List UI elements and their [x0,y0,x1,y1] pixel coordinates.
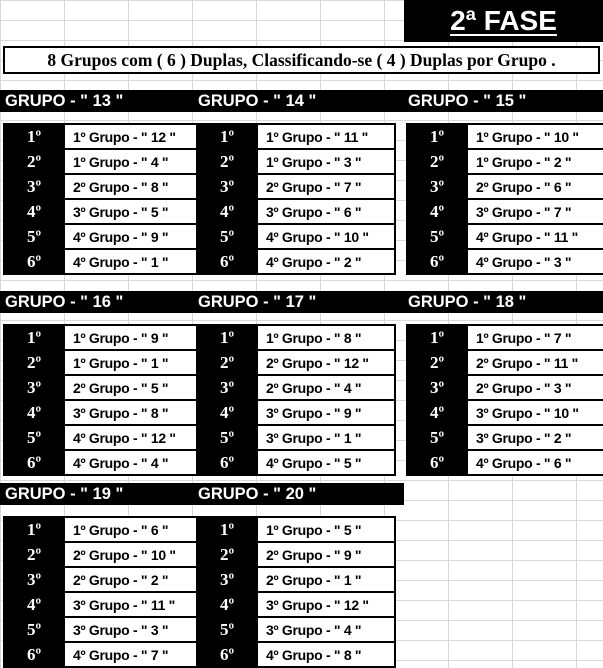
team-cell: 3º Grupo - " 9 " [257,400,395,425]
table-row [197,249,395,274]
position-cell: 1º [4,517,64,542]
table-row [197,450,395,475]
table-row [197,174,395,199]
group-rows [196,516,396,668]
team-cell: 1º Grupo - " 5 " [257,517,395,542]
position-cell: 2º [407,350,467,375]
table-row [4,375,202,400]
table-row [4,224,202,249]
table-row [407,199,603,224]
team-cell: 1º Grupo - " 6 " [64,517,202,542]
table-row [4,249,202,274]
table-row [197,567,395,592]
table-row [4,517,202,542]
table-row [407,450,603,475]
group-rows [196,123,396,275]
position-cell: 3º [197,567,257,592]
group-title: GRUPO - " 16 " [3,291,203,313]
table-row [4,617,202,642]
group-title: GRUPO - " 20 " [196,483,396,505]
position-cell: 2º [4,542,64,567]
phase-description: 8 Grupos com ( 6 ) Duplas, Classificando-se ( 4 ) Duplas por Grupo . [3,46,600,74]
table-row [4,124,202,149]
position-cell: 1º [407,124,467,149]
team-cell: 2º Grupo - " 3 " [467,375,603,400]
team-cell: 4º Grupo - " 9 " [64,224,202,249]
team-cell: 1º Grupo - " 8 " [257,325,395,350]
position-cell: 1º [197,325,257,350]
table-row [197,124,395,149]
position-cell: 2º [197,149,257,174]
table-row [407,149,603,174]
team-cell: 2º Grupo - " 1 " [257,567,395,592]
table-row [407,124,603,149]
table-row [4,542,202,567]
position-cell: 4º [197,592,257,617]
team-cell: 4º Grupo - " 11 " [467,224,603,249]
table-row [197,592,395,617]
table-row [4,642,202,667]
table-row [197,517,395,542]
position-cell: 3º [4,174,64,199]
position-cell: 5º [4,617,64,642]
team-cell: 1º Grupo - " 9 " [64,325,202,350]
table-row [407,375,603,400]
team-cell: 1º Grupo - " 3 " [257,149,395,174]
team-cell: 4º Grupo - " 4 " [64,450,202,475]
team-cell: 4º Grupo - " 1 " [64,249,202,274]
position-cell: 3º [197,375,257,400]
table-row [4,199,202,224]
table-row [4,325,202,350]
position-cell: 6º [197,249,257,274]
team-cell: 3º Grupo - " 2 " [467,425,603,450]
team-cell: 4º Grupo - " 8 " [257,642,395,667]
team-cell: 3º Grupo - " 10 " [467,400,603,425]
position-cell: 4º [407,199,467,224]
team-cell: 1º Grupo - " 4 " [64,149,202,174]
table-row [4,567,202,592]
team-cell: 2º Grupo - " 2 " [64,567,202,592]
position-cell: 1º [4,325,64,350]
table-row [4,174,202,199]
team-cell: 2º Grupo - " 8 " [64,174,202,199]
position-cell: 4º [4,592,64,617]
group-table [196,90,396,275]
team-cell: 2º Grupo - " 12 " [257,350,395,375]
team-cell: 1º Grupo - " 2 " [467,149,603,174]
table-row [407,425,603,450]
table-row [197,542,395,567]
position-cell: 4º [4,400,64,425]
table-row [197,325,395,350]
position-cell: 3º [407,174,467,199]
table-row [197,425,395,450]
group-rows [406,324,603,476]
team-cell: 1º Grupo - " 10 " [467,124,603,149]
table-row [4,425,202,450]
team-cell: 3º Grupo - " 6 " [257,199,395,224]
position-cell: 4º [407,400,467,425]
team-cell: 3º Grupo - " 4 " [257,617,395,642]
phase-title-banner [404,0,603,42]
team-cell: 1º Grupo - " 7 " [467,325,603,350]
position-cell: 6º [197,642,257,667]
position-cell: 5º [4,425,64,450]
team-cell: 3º Grupo - " 5 " [64,199,202,224]
position-cell: 1º [197,517,257,542]
table-row [407,249,603,274]
team-cell: 2º Grupo - " 4 " [257,375,395,400]
team-cell: 3º Grupo - " 12 " [257,592,395,617]
table-row [197,400,395,425]
group-title: GRUPO - " 13 " [3,90,203,112]
table-row [197,350,395,375]
table-row [4,592,202,617]
position-cell: 3º [197,174,257,199]
team-cell: 2º Grupo - " 6 " [467,174,603,199]
group-title: GRUPO - " 15 " [406,90,603,112]
team-cell: 4º Grupo - " 6 " [467,450,603,475]
team-cell: 4º Grupo - " 2 " [257,249,395,274]
team-cell: 1º Grupo - " 11 " [257,124,395,149]
table-row [4,149,202,174]
position-cell: 2º [197,350,257,375]
position-cell: 4º [4,199,64,224]
group-table [406,90,603,275]
team-cell: 4º Grupo - " 3 " [467,249,603,274]
table-row [197,149,395,174]
phase-title: 2ª FASE [450,5,557,36]
position-cell: 5º [197,224,257,249]
position-cell: 5º [4,224,64,249]
team-cell: 4º Grupo - " 5 " [257,450,395,475]
position-cell: 2º [4,350,64,375]
position-cell: 2º [197,542,257,567]
position-cell: 5º [407,425,467,450]
group-title: GRUPO - " 14 " [196,90,396,112]
group-title: GRUPO - " 17 " [196,291,396,313]
group-table [406,291,603,476]
position-cell: 6º [4,642,64,667]
position-cell: 6º [4,450,64,475]
position-cell: 1º [4,124,64,149]
group-rows [3,123,203,275]
team-cell: 3º Grupo - " 3 " [64,617,202,642]
position-cell: 5º [197,425,257,450]
group-table [3,291,203,476]
team-cell: 4º Grupo - " 12 " [64,425,202,450]
table-row [197,199,395,224]
team-cell: 2º Grupo - " 5 " [64,375,202,400]
team-cell: 1º Grupo - " 1 " [64,350,202,375]
table-row [197,224,395,249]
position-cell: 2º [407,149,467,174]
table-row [407,224,603,249]
group-table [3,483,203,668]
table-row [197,642,395,667]
table-row [407,350,603,375]
group-rows [3,324,203,476]
position-cell: 4º [197,199,257,224]
position-cell: 3º [407,375,467,400]
group-table [196,483,396,668]
position-cell: 6º [407,450,467,475]
position-cell: 3º [4,567,64,592]
team-cell: 2º Grupo - " 10 " [64,542,202,567]
group-title: GRUPO - " 18 " [406,291,603,313]
table-row [407,325,603,350]
group-rows [196,324,396,476]
table-row [197,375,395,400]
position-cell: 6º [407,249,467,274]
table-row [4,400,202,425]
team-cell: 2º Grupo - " 7 " [257,174,395,199]
team-cell: 4º Grupo - " 10 " [257,224,395,249]
position-cell: 3º [4,375,64,400]
group-table [196,291,396,476]
position-cell: 1º [197,124,257,149]
team-cell: 2º Grupo - " 11 " [467,350,603,375]
position-cell: 2º [4,149,64,174]
team-cell: 3º Grupo - " 8 " [64,400,202,425]
position-cell: 6º [197,450,257,475]
position-cell: 5º [407,224,467,249]
table-row [197,617,395,642]
team-cell: 2º Grupo - " 9 " [257,542,395,567]
team-cell: 1º Grupo - " 12 " [64,124,202,149]
team-cell: 4º Grupo - " 7 " [64,642,202,667]
team-cell: 3º Grupo - " 7 " [467,199,603,224]
group-rows [3,516,203,668]
group-rows [406,123,603,275]
table-row [407,174,603,199]
team-cell: 3º Grupo - " 11 " [64,592,202,617]
group-table [3,90,203,275]
table-row [4,350,202,375]
position-cell: 6º [4,249,64,274]
table-row [407,400,603,425]
position-cell: 1º [407,325,467,350]
position-cell: 4º [197,400,257,425]
position-cell: 5º [197,617,257,642]
table-row [4,450,202,475]
group-title: GRUPO - " 19 " [3,483,203,505]
team-cell: 3º Grupo - " 1 " [257,425,395,450]
